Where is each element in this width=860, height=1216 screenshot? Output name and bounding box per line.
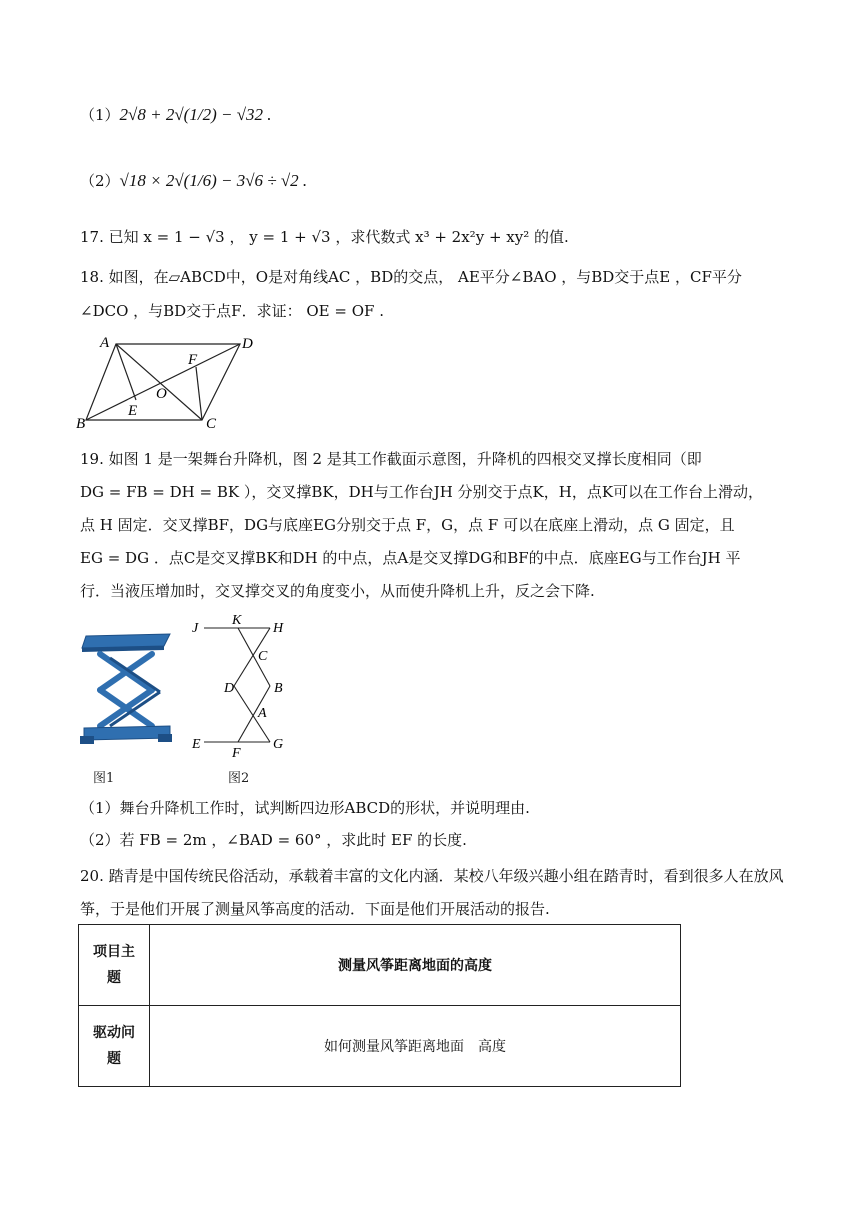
q16-part2-label: （2） (80, 172, 120, 190)
topic-content: 测量风筝距离地面的高度 (150, 925, 681, 1006)
header-line: 项目主 (93, 944, 135, 960)
label-J: J (192, 621, 199, 636)
label-B: B (274, 681, 283, 696)
row-header-driving-question (79, 1006, 150, 1087)
label-D: D (224, 681, 235, 696)
activity-report-table (78, 924, 681, 1087)
q16-part1-expression: 2√8 + 2√(1/2) − √32 . (119, 105, 272, 124)
q16-part2-expression: √18 × 2√(1/6) − 3√6 ÷ √2 . (119, 171, 308, 190)
figure1-caption: 图1 (93, 771, 115, 786)
q19-line4: EG = DG ．点C是交叉撑BK和DH 的中点，点A是交叉撑DG和BF的中点．底座EG与工作台JH 平 (80, 549, 741, 567)
q19-sub2: （2）若 FB = 2m ，∠BAD = 60° ，求此时 EF 的长度. (80, 831, 467, 849)
label-O: O (156, 386, 167, 402)
q19-sub1: （1）舞台升降机工作时，试判断四边形ABCD的形状，并说明理由. (80, 799, 530, 817)
header-line: 驱动问 (93, 1025, 135, 1041)
q18-line2: ∠DCO ，与BD交于点F．求证： OE = OF . (80, 302, 384, 320)
q19-line3: 点 H 固定．交叉撑BF，DG与底座EG分别交于点 F，G，点 F 可以在底座上滑动，点 G 固定，且 (80, 516, 735, 534)
table-row (79, 1006, 681, 1087)
label-F: F (188, 352, 198, 368)
label-B: B (76, 416, 86, 430)
q20-line1: 20. 踏青是中国传统民俗活动，承载着丰富的文化内涵．某校八年级兴趣小组在踏青时，看到很多人在放风 (80, 867, 784, 885)
q19-line5: 行．当液压增加时，交叉撑交叉的角度变小，从而使升降机上升，反之会下降. (80, 582, 595, 600)
q17-text: 17. 已知 x = 1 − √3 ， y = 1 + √3 ，求代数式 x³ + 2x²y + xy² 的值. (80, 228, 569, 246)
q18-line1: 18. 如图，在▱ABCD中，O是对角线AC ，BD的交点， AE平分∠BAO ，与BD交于点E ，CF平分 (80, 268, 742, 286)
label-H: H (273, 621, 284, 636)
label-C: C (206, 416, 217, 430)
row-header-topic (79, 925, 150, 1006)
label-A: A (258, 706, 267, 721)
label-A: A (100, 335, 110, 351)
label-E: E (192, 737, 201, 752)
label-F: F (232, 746, 241, 761)
q19-line2: DG = FB = DH = BK ），交叉撑BK，DH与工作台JH 分别交于点K，H，点K可以在工作台上滑动， (80, 483, 764, 501)
q19-line1: 19. 如图 1 是一架舞台升降机，图 2 是其工作截面示意图，升降机的四根交叉撑长度相同（即 (80, 450, 702, 468)
q16-part1-label: （1） (80, 106, 120, 124)
header-line: 题 (107, 1051, 121, 1067)
lift-schematic-figure (186, 612, 296, 762)
q20-line2: 筝，于是他们开展了测量风筝高度的活动．下面是他们开展活动的报告. (80, 900, 550, 918)
label-G: G (273, 737, 284, 752)
label-K: K (232, 613, 242, 628)
figure2-caption: 图2 (228, 771, 250, 786)
table-row (79, 925, 681, 1006)
driving-question-content: 如何测量风筝距离地面 高度 (150, 1006, 681, 1087)
q18-parallelogram-figure (76, 334, 266, 430)
q16-part1 (80, 104, 272, 126)
label-D: D (242, 336, 253, 352)
header-line: 题 (107, 970, 121, 986)
label-E: E (128, 403, 138, 419)
stage-lift-photo (80, 628, 174, 746)
q16-part2 (80, 170, 307, 192)
label-C: C (258, 649, 268, 664)
